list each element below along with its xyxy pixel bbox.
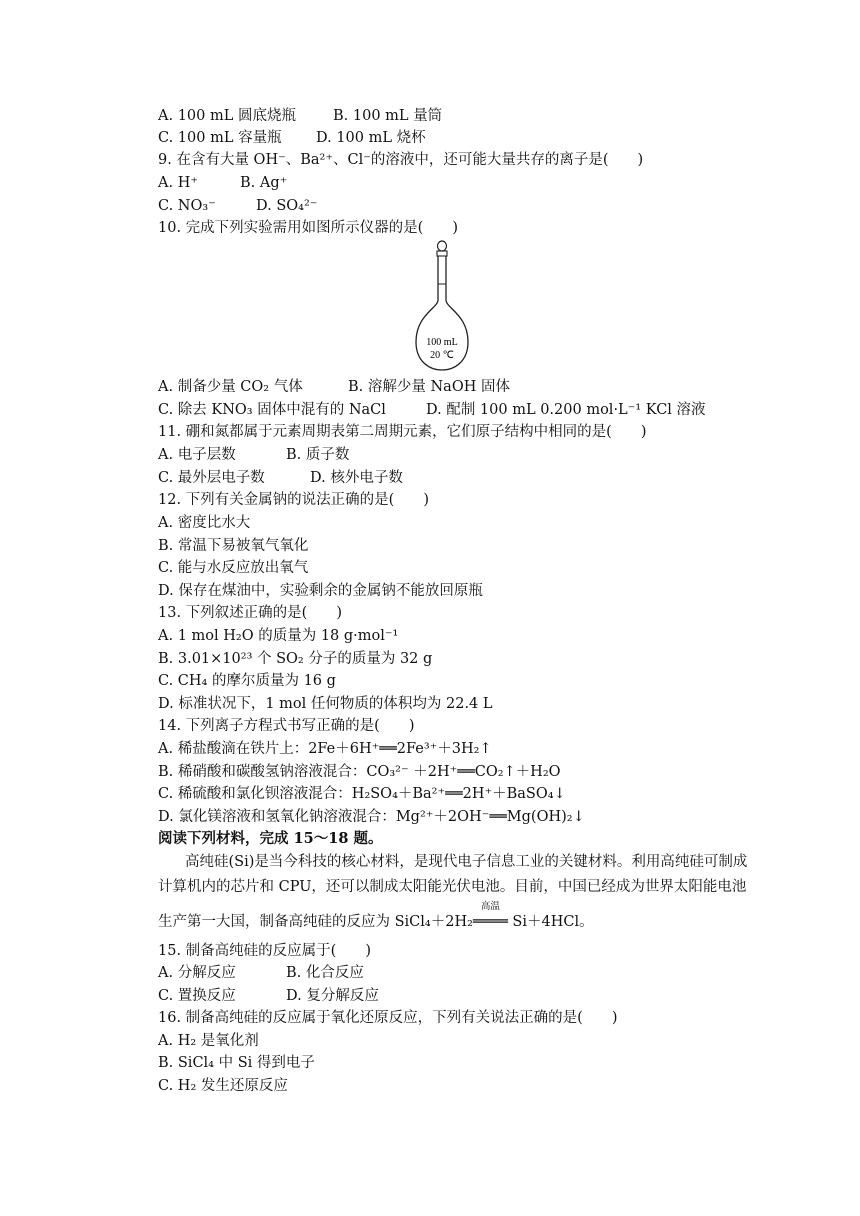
q15-stem: 15. 制备高纯硅的反应属于( ): [158, 943, 371, 959]
q15-option-c: C. 置换反应: [158, 988, 236, 1004]
flask-temp-label: 20 ℃: [430, 350, 454, 361]
q15-option-row-2: [158, 986, 379, 1006]
q14-option-a: A. 稀盐酸滴在铁片上：2Fe＋6H⁺══2Fe³⁺＋3H₂↑: [158, 741, 492, 757]
q9-option-d: D. SO₄²⁻: [256, 198, 318, 214]
passage-line-3-before: 生产第一大国，制备高纯硅的反应为 SiCl₄＋2H₂: [158, 914, 473, 930]
q9-option-c: C. NO₃⁻: [158, 198, 216, 214]
q8-option-d: D. 100 mL 烧杯: [316, 130, 426, 146]
q11-option-row-1: [158, 445, 350, 465]
q15-option-b: B. 化合反应: [286, 965, 364, 981]
q11-option-row-2: [158, 468, 403, 488]
passage-heading: 阅读下列材料，完成 15～18 题。: [158, 830, 383, 847]
q14-option-c: C. 稀硫酸和氯化钡溶液混合：H₂SO₄＋Ba²⁺══2H⁺＋BaSO₄↓: [158, 786, 566, 802]
q14-option-d: D. 氯化镁溶液和氢氧化钠溶液混合：Mg²⁺＋2OH⁻══Mg(OH)₂↓: [158, 809, 585, 825]
q16-option-a: A. H₂ 是氧化剂: [158, 1033, 259, 1049]
q10-option-b: B. 溶解少量 NaOH 固体: [348, 379, 510, 395]
reaction-condition: 高温: [480, 901, 500, 912]
passage-line-3-after: Si＋4HCl。: [507, 914, 594, 930]
q12-option-b: B. 常温下易被氧气氧化: [158, 538, 309, 554]
q15-option-row-1: [158, 963, 364, 983]
flask-volume-label: 100 mL: [426, 337, 458, 348]
q13-option-b: B. 3.01×10²³ 个 SO₂ 分子的质量为 32 g: [158, 651, 433, 667]
q10-option-row-1: [158, 377, 510, 397]
q9-option-row-2: [158, 196, 318, 216]
q16-option-b: B. SiCl₄ 中 Si 得到电子: [158, 1055, 315, 1071]
q12-option-d: D. 保存在煤油中，实验剩余的金属钠不能放回原瓶: [158, 583, 483, 599]
q10-option-c: C. 除去 KNO₃ 固体中混有的 NaCl: [158, 402, 386, 418]
q8-option-row-1: [158, 106, 443, 126]
q15-option-a: A. 分解反应: [158, 965, 236, 981]
q10-option-d: D. 配制 100 mL 0.200 mol·L⁻¹ KCl 溶液: [426, 402, 706, 418]
q10-option-row-2: [158, 400, 706, 420]
q14-option-b: B. 稀硝酸和碳酸氢钠溶液混合：CO₃²⁻ ＋2H⁺══CO₂↑＋H₂O: [158, 764, 561, 780]
passage-line-1: 高纯硅(Si)是当今科技的核心材料，是现代电子信息工业的关键材料。利用高纯硅可制成: [185, 854, 748, 870]
q11-option-a: A. 电子层数: [158, 447, 236, 463]
q14-stem: 14. 下列离子方程式书写正确的是( ): [158, 718, 415, 734]
q9-stem: 9. 在含有大量 OH⁻、Ba²⁺、Cl⁻的溶液中，还可能大量共存的离子是( ): [158, 152, 644, 168]
q9-option-b: B. Ag⁺: [240, 175, 288, 191]
q11-option-d: D. 核外电子数: [310, 470, 403, 486]
q9-option-row-1: [158, 173, 288, 193]
q13-stem: 13. 下列叙述正确的是( ): [158, 605, 342, 621]
q13-option-d: D. 标准状况下，1 mol 任何物质的体积均为 22.4 L: [158, 696, 493, 712]
q10-stem: 10. 完成下列实验需用如图所示仪器的是( ): [158, 220, 458, 236]
q8-option-a: A. 100 mL 圆底烧瓶: [158, 108, 296, 124]
passage-line-3: [158, 901, 594, 932]
q9-option-a: A. H⁺: [158, 175, 198, 191]
q13-option-c: C. CH₄ 的摩尔质量为 16 g: [158, 673, 336, 689]
q11-option-b: B. 质子数: [286, 447, 350, 463]
q12-option-a: A. 密度比水大: [158, 515, 251, 531]
reaction-equals-sign: 高温 ════: [473, 912, 508, 932]
q16-stem: 16. 制备高纯硅的反应属于氧化还原反应，下列有关说法正确的是( ): [158, 1010, 618, 1026]
passage-line-2: 计算机内的芯片和 CPU，还可以制成太阳能光伏电池。目前，中国已经成为世界太阳能电池: [158, 879, 747, 895]
volumetric-flask-diagram: [408, 240, 476, 376]
q16-option-c: C. H₂ 发生还原反应: [158, 1078, 288, 1094]
q12-stem: 12. 下列有关金属钠的说法正确的是( ): [158, 492, 429, 508]
q15-option-d: D. 复分解反应: [286, 988, 379, 1004]
q11-option-c: C. 最外层电子数: [158, 470, 265, 486]
q8-option-c: C. 100 mL 容量瓶: [158, 130, 282, 146]
flask-stopper-icon: [438, 241, 447, 251]
q10-option-a: A. 制备少量 CO₂ 气体: [158, 379, 303, 395]
q13-option-a: A. 1 mol H₂O 的质量为 18 g·mol⁻¹: [158, 628, 399, 644]
q8-option-b: B. 100 mL 量筒: [333, 108, 443, 124]
q8-option-row-2: [158, 128, 426, 148]
q11-stem: 11. 硼和氮都属于元素周期表第二周期元素，它们原子结构中相同的是( ): [158, 424, 647, 440]
q12-option-c: C. 能与水反应放出氧气: [158, 560, 309, 576]
